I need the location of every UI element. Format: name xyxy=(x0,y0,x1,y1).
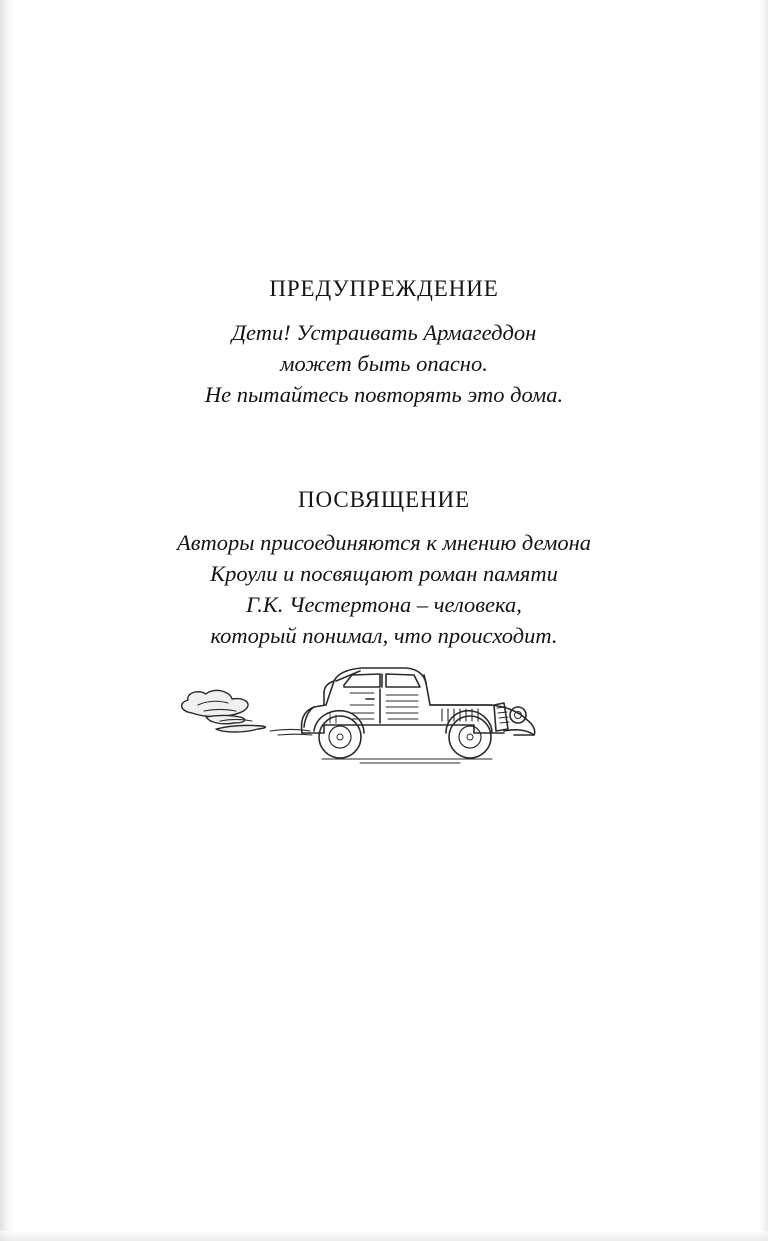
illustration-container xyxy=(0,645,768,770)
warning-heading: ПРЕДУПРЕЖДЕНИЕ xyxy=(269,276,499,301)
block-spacer xyxy=(0,410,768,486)
dedication-line-2: Кроули и посвящают роман памяти xyxy=(210,561,558,587)
dedication-line-4: который понимал, что происходит. xyxy=(210,623,558,649)
vintage-car-icon xyxy=(174,645,594,765)
warning-line-3: Не пытайтесь повторять это дома. xyxy=(204,381,564,407)
dedication-line-1: Авторы присоединяются к мнению демона xyxy=(176,530,592,556)
dedication-line-3: Г.К. Честертона – человека, xyxy=(246,592,522,618)
warning-line-2: может быть опасно. xyxy=(280,350,488,376)
warning-block xyxy=(0,275,768,410)
dedication-heading: ПОСВЯЩЕНИЕ xyxy=(298,486,470,512)
page-content xyxy=(0,275,768,651)
dedication-block xyxy=(0,486,768,652)
page-edge-shadow-bottom xyxy=(0,1231,768,1241)
warning-line-1: Дети! Устраивать Армагеддон xyxy=(231,319,537,345)
